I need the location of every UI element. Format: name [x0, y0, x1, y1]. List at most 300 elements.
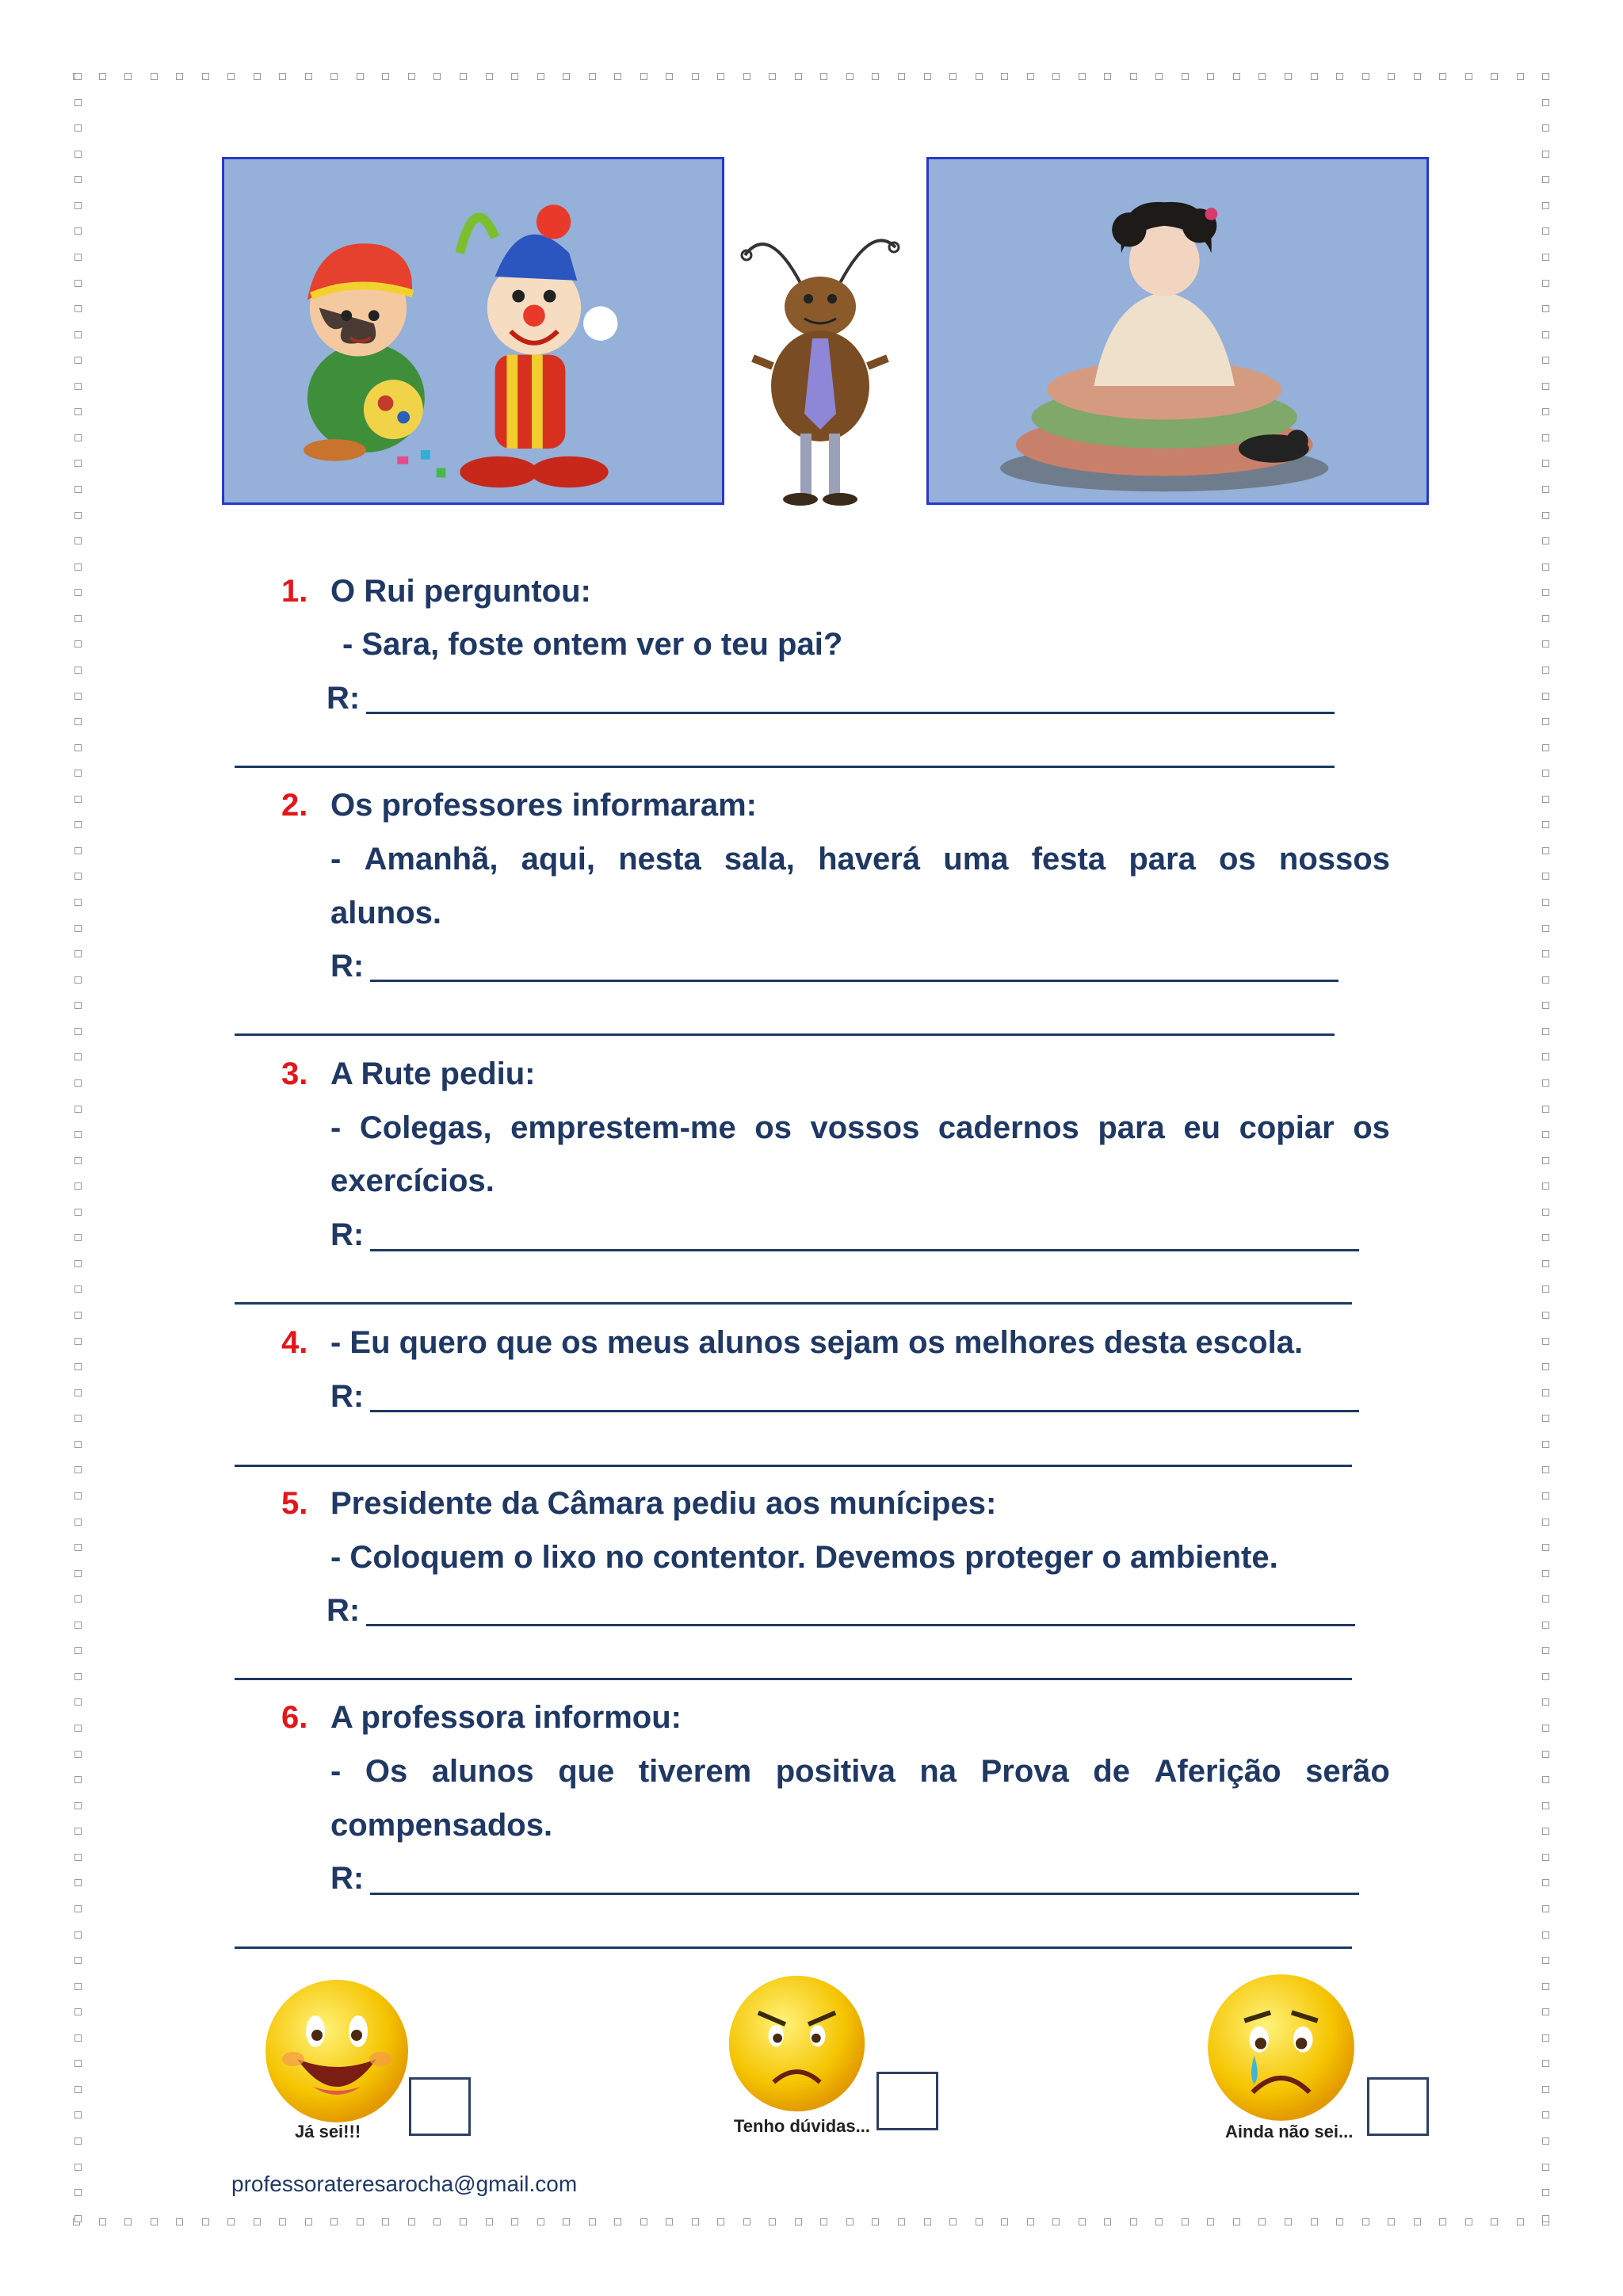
border-square — [1542, 408, 1549, 415]
border-square — [1542, 1983, 1549, 1990]
border-square — [74, 1209, 82, 1216]
quote-word: cadernos — [938, 1110, 1079, 1145]
border-square — [1182, 2218, 1189, 2225]
border-square — [74, 1106, 82, 1113]
border-square — [1439, 73, 1446, 80]
border-square — [1542, 1131, 1549, 1138]
border-square — [74, 615, 82, 622]
border-square — [1542, 796, 1549, 803]
border-square — [614, 73, 621, 80]
border-square — [1542, 1260, 1549, 1267]
border-square — [74, 486, 82, 493]
border-square — [74, 383, 82, 390]
border-square — [1542, 1182, 1549, 1190]
border-square — [820, 2218, 827, 2225]
border-square — [640, 2218, 647, 2225]
border-square — [1542, 1209, 1549, 1216]
answer-line[interactable] — [235, 766, 1335, 768]
border-square — [1542, 1905, 1549, 1912]
question-number: 5. — [281, 1486, 308, 1521]
answer-line[interactable] — [235, 1678, 1352, 1680]
border-square — [717, 73, 724, 80]
quote-word: os — [754, 1110, 792, 1145]
border-square — [357, 2218, 364, 2225]
border-square — [1542, 460, 1549, 467]
border-square — [74, 1622, 82, 1629]
quote-word: Colegas, — [359, 1110, 492, 1145]
answer-line[interactable] — [235, 1465, 1352, 1467]
border-square — [74, 2086, 82, 2093]
question-quote: - Eu quero que os meus alunos sejam os melhores desta escola. — [330, 1325, 1304, 1360]
border-square — [1052, 2218, 1060, 2225]
answer-line[interactable] — [235, 1302, 1352, 1305]
border-square — [1542, 615, 1549, 622]
border-square — [74, 925, 82, 932]
border-square — [74, 73, 82, 80]
quote-word: - — [330, 1754, 342, 1789]
checkbox-ja-sei[interactable] — [409, 2077, 471, 2136]
border-square — [74, 357, 82, 364]
border-square — [511, 73, 518, 80]
question-quote — [330, 1752, 1390, 1790]
border-square — [1079, 2218, 1086, 2225]
answer-label: R: — [330, 949, 365, 984]
border-square — [124, 2218, 132, 2225]
border-square — [74, 667, 82, 674]
border-square — [1542, 1312, 1549, 1319]
border-square — [74, 1338, 82, 1345]
border-square — [1542, 2086, 1549, 2093]
worried-smiley-icon — [724, 1970, 870, 2117]
question-intro: A Rute pediu: — [330, 1056, 536, 1091]
border-square — [74, 305, 82, 312]
border-square — [305, 73, 312, 80]
border-square — [74, 589, 82, 596]
border-square — [74, 2215, 82, 2222]
border-square — [74, 2060, 82, 2067]
border-square — [1517, 2218, 1524, 2225]
quote-word: os — [1219, 842, 1256, 877]
border-square — [74, 1466, 82, 1473]
illustration-bug-character — [737, 208, 903, 509]
question-quote: - Sara, foste ontem ver o teu pai? — [342, 627, 843, 662]
border-square — [1362, 73, 1369, 80]
border-square — [254, 2218, 261, 2225]
border-square — [1542, 254, 1549, 261]
border-square — [1542, 305, 1549, 312]
border-square — [1542, 925, 1549, 932]
border-square — [486, 73, 493, 80]
quote-word: alunos — [431, 1754, 534, 1789]
answer-line[interactable] — [370, 1410, 1359, 1412]
border-square — [1542, 2060, 1549, 2067]
border-square — [1336, 2218, 1343, 2225]
sad-smiley-icon — [1204, 1970, 1358, 2125]
border-square — [1542, 1286, 1549, 1293]
border-square — [408, 2218, 415, 2225]
border-square — [1542, 1492, 1549, 1499]
border-square — [1336, 73, 1343, 80]
border-square — [563, 73, 570, 80]
border-square — [1542, 589, 1549, 596]
border-square — [1542, 2008, 1549, 2015]
quote-word: serão — [1305, 1754, 1390, 1789]
border-square — [74, 1415, 82, 1422]
border-square — [74, 1570, 82, 1577]
border-square — [1542, 1441, 1549, 1448]
border-square — [1542, 640, 1549, 648]
border-square — [1542, 99, 1549, 106]
border-square — [1542, 73, 1549, 80]
answer-line[interactable] — [235, 1033, 1335, 1036]
border-square — [74, 976, 82, 984]
border-square — [74, 1983, 82, 1990]
border-square — [795, 73, 802, 80]
border-square — [279, 73, 286, 80]
border-square — [1542, 1828, 1549, 1835]
border-square — [1542, 718, 1549, 725]
border-square — [305, 2218, 312, 2225]
quote-word: Os — [365, 1754, 408, 1789]
border-square — [74, 563, 82, 571]
border-square — [74, 537, 82, 544]
border-square — [74, 512, 82, 519]
border-square — [743, 73, 750, 80]
border-square — [408, 73, 415, 80]
border-square — [1542, 1595, 1549, 1603]
answer-line[interactable] — [370, 980, 1338, 982]
border-square — [1388, 2218, 1395, 2225]
quote-word: copiar — [1239, 1110, 1335, 1145]
border-square — [1388, 73, 1395, 80]
border-square — [666, 2218, 673, 2225]
question-quote — [330, 840, 1390, 878]
border-square — [202, 73, 209, 80]
answer-line[interactable] — [366, 1624, 1355, 1626]
border-square — [924, 73, 931, 80]
border-square — [589, 2218, 596, 2225]
border-square — [124, 73, 132, 80]
border-square — [1542, 1879, 1549, 1886]
border-square — [640, 73, 647, 80]
border-square — [460, 73, 467, 80]
border-square — [176, 2218, 183, 2225]
border-square — [151, 2218, 158, 2225]
answer-label: R: — [327, 681, 361, 716]
border-square — [74, 1079, 82, 1087]
border-square — [74, 1028, 82, 1035]
border-square — [227, 73, 235, 80]
border-square — [1001, 73, 1008, 80]
border-square — [1542, 1363, 1549, 1370]
border-square — [1027, 73, 1034, 80]
border-square — [1233, 2218, 1240, 2225]
border-square — [1542, 976, 1549, 984]
answer-line[interactable] — [370, 1249, 1359, 1251]
border-square — [74, 1957, 82, 1964]
border-square — [1542, 821, 1549, 828]
border-square — [1542, 1957, 1549, 1964]
border-square — [330, 2218, 338, 2225]
border-square — [1311, 73, 1318, 80]
border-square — [74, 1828, 82, 1835]
quote-word: positiva — [775, 1754, 896, 1789]
border-square — [176, 73, 183, 80]
footer-email: professorateresarocha@gmail.com — [231, 2172, 578, 2196]
border-square — [74, 2137, 82, 2145]
border-square — [74, 1002, 82, 1009]
quote-word: para — [1098, 1110, 1165, 1145]
border-square — [846, 73, 854, 80]
question-quote-continuation: compensados. — [330, 1808, 553, 1843]
border-square — [1258, 2218, 1266, 2225]
question-quote-continuation: exercícios. — [330, 1163, 495, 1198]
border-square — [227, 2218, 235, 2225]
border-square — [74, 176, 82, 183]
checkbox-tenho-duvidas[interactable] — [876, 2072, 938, 2130]
quote-word: que — [558, 1754, 615, 1789]
border-square — [74, 1673, 82, 1680]
border-square — [74, 434, 82, 441]
quote-word: tiverem — [638, 1754, 752, 1789]
border-square — [769, 2218, 776, 2225]
checkbox-ainda-nao-sei[interactable] — [1367, 2077, 1429, 2136]
question-quote-continuation: alunos. — [330, 896, 442, 930]
border-square — [74, 899, 82, 906]
border-square — [1542, 1854, 1549, 1861]
question-intro: Presidente da Câmara pediu aos munícipes: — [330, 1486, 997, 1521]
border-square — [1542, 280, 1549, 287]
border-square — [1542, 2215, 1549, 2222]
border-square — [1104, 73, 1111, 80]
border-square — [74, 640, 82, 648]
border-square — [846, 2218, 854, 2225]
border-square — [74, 1260, 82, 1267]
border-square — [74, 1519, 82, 1526]
border-square — [1285, 2218, 1292, 2225]
border-square — [99, 2218, 106, 2225]
border-square — [1542, 176, 1549, 183]
quote-word: nossos — [1278, 842, 1390, 877]
border-square — [74, 796, 82, 803]
answer-label: R: — [330, 1861, 365, 1896]
border-square — [1542, 1647, 1549, 1654]
border-square — [74, 1647, 82, 1654]
question-number: 6. — [281, 1700, 308, 1735]
border-square — [1542, 1157, 1549, 1164]
question-number: 1. — [281, 574, 308, 609]
border-square — [1491, 73, 1498, 80]
border-square — [74, 1776, 82, 1783]
border-square — [486, 2218, 493, 2225]
border-square — [537, 73, 544, 80]
answer-line[interactable] — [366, 712, 1335, 714]
border-square — [74, 1286, 82, 1293]
border-square — [537, 2218, 544, 2225]
answer-label: R: — [327, 1593, 361, 1628]
border-square — [743, 2218, 750, 2225]
border-square — [74, 202, 82, 209]
quote-word: Amanhã, — [364, 842, 498, 877]
border-square — [1542, 331, 1549, 338]
question-number: 3. — [281, 1056, 308, 1091]
border-square — [1027, 2218, 1034, 2225]
border-square — [74, 718, 82, 725]
border-square — [1130, 2218, 1137, 2225]
page-border-top — [73, 71, 1550, 81]
question-intro: Os professores informaram: — [330, 788, 757, 823]
illustration-boy-and-clown — [222, 157, 724, 505]
border-square — [1258, 73, 1266, 80]
quote-word: na — [919, 1754, 957, 1789]
border-square — [74, 1751, 82, 1758]
page-border-left — [73, 73, 82, 2222]
border-square — [1542, 202, 1549, 209]
border-square — [1542, 2189, 1549, 2196]
border-square — [1182, 73, 1189, 80]
border-square — [898, 2218, 905, 2225]
border-square — [1542, 1466, 1549, 1473]
border-square — [74, 1441, 82, 1448]
border-square — [1155, 73, 1163, 80]
border-square — [74, 770, 82, 777]
border-square — [1542, 2137, 1549, 2145]
border-square — [74, 1312, 82, 1319]
page-border-right — [1541, 73, 1550, 2222]
border-square — [74, 1131, 82, 1138]
border-square — [976, 2218, 983, 2225]
border-square — [74, 460, 82, 467]
border-square — [1439, 2218, 1446, 2225]
quote-word: os — [1353, 1110, 1390, 1145]
border-square — [74, 331, 82, 338]
border-square — [1414, 73, 1421, 80]
border-square — [1542, 744, 1549, 751]
border-square — [1542, 383, 1549, 390]
border-square — [74, 1544, 82, 1551]
answer-line[interactable] — [235, 1946, 1352, 1949]
border-square — [382, 2218, 389, 2225]
border-square — [74, 1595, 82, 1603]
border-square — [433, 2218, 441, 2225]
border-square — [976, 73, 983, 80]
border-square — [563, 2218, 570, 2225]
quote-word: nesta — [618, 842, 701, 877]
question-intro: A professora informou: — [330, 1700, 682, 1735]
border-square — [1285, 73, 1292, 80]
border-square — [74, 873, 82, 880]
answer-line[interactable] — [370, 1893, 1359, 1895]
border-square — [74, 1053, 82, 1060]
border-square — [872, 73, 879, 80]
border-square — [1542, 899, 1549, 906]
happy-smiley-icon — [262, 1976, 412, 2126]
border-square — [1542, 512, 1549, 519]
border-square — [1542, 124, 1549, 132]
border-square — [1542, 1931, 1549, 1939]
border-square — [74, 254, 82, 261]
border-square — [1542, 434, 1549, 441]
border-square — [1542, 1570, 1549, 1577]
border-square — [949, 73, 957, 80]
border-square — [1542, 537, 1549, 544]
border-square — [74, 227, 82, 235]
border-square — [357, 73, 364, 80]
quote-word: - — [330, 842, 342, 877]
border-square — [1542, 667, 1549, 674]
border-square — [1001, 2218, 1008, 2225]
border-square — [1542, 847, 1549, 854]
border-square — [74, 124, 82, 132]
border-square — [151, 73, 158, 80]
border-square — [1542, 950, 1549, 957]
border-square — [872, 2218, 879, 2225]
border-square — [511, 2218, 518, 2225]
border-square — [1542, 2034, 1549, 2042]
border-square — [1491, 2218, 1498, 2225]
border-square — [1104, 2218, 1111, 2225]
border-square — [1517, 73, 1524, 80]
border-square — [74, 1905, 82, 1912]
self-assessment-label: Ainda não sei... — [1225, 2122, 1354, 2141]
border-square — [1542, 1002, 1549, 1009]
border-square — [1542, 227, 1549, 235]
border-square — [1052, 73, 1060, 80]
border-square — [74, 847, 82, 854]
border-square — [1542, 1415, 1549, 1422]
border-square — [74, 1879, 82, 1886]
border-square — [99, 73, 106, 80]
border-square — [74, 1234, 82, 1241]
border-square — [1542, 2164, 1549, 2171]
quote-word: festa — [1031, 842, 1106, 877]
border-square — [614, 2218, 621, 2225]
border-square — [74, 151, 82, 158]
border-square — [1542, 1751, 1549, 1758]
border-square — [433, 73, 441, 80]
question-number: 2. — [281, 788, 308, 823]
border-square — [1414, 2218, 1421, 2225]
border-square — [795, 2218, 802, 2225]
border-square — [1311, 2218, 1318, 2225]
border-square — [74, 1492, 82, 1499]
border-square — [74, 1802, 82, 1809]
border-square — [1542, 1622, 1549, 1629]
border-square — [1155, 2218, 1163, 2225]
border-square — [74, 2111, 82, 2118]
border-square — [1542, 1234, 1549, 1241]
border-square — [460, 2218, 467, 2225]
border-square — [1207, 73, 1214, 80]
border-square — [74, 950, 82, 957]
border-square — [74, 2008, 82, 2015]
border-square — [1542, 1673, 1549, 1680]
border-square — [74, 1157, 82, 1164]
border-square — [74, 1698, 82, 1706]
border-square — [1542, 1776, 1549, 1783]
border-square — [769, 73, 776, 80]
quote-word: haverá — [818, 842, 921, 877]
border-square — [1542, 1698, 1549, 1706]
border-square — [74, 2164, 82, 2171]
quote-word: - — [330, 1110, 342, 1145]
quote-word: sala, — [724, 842, 795, 877]
border-square — [382, 73, 389, 80]
border-square — [1542, 1544, 1549, 1551]
border-square — [1542, 1725, 1549, 1732]
border-square — [254, 73, 261, 80]
quote-word: Aferição — [1154, 1754, 1281, 1789]
